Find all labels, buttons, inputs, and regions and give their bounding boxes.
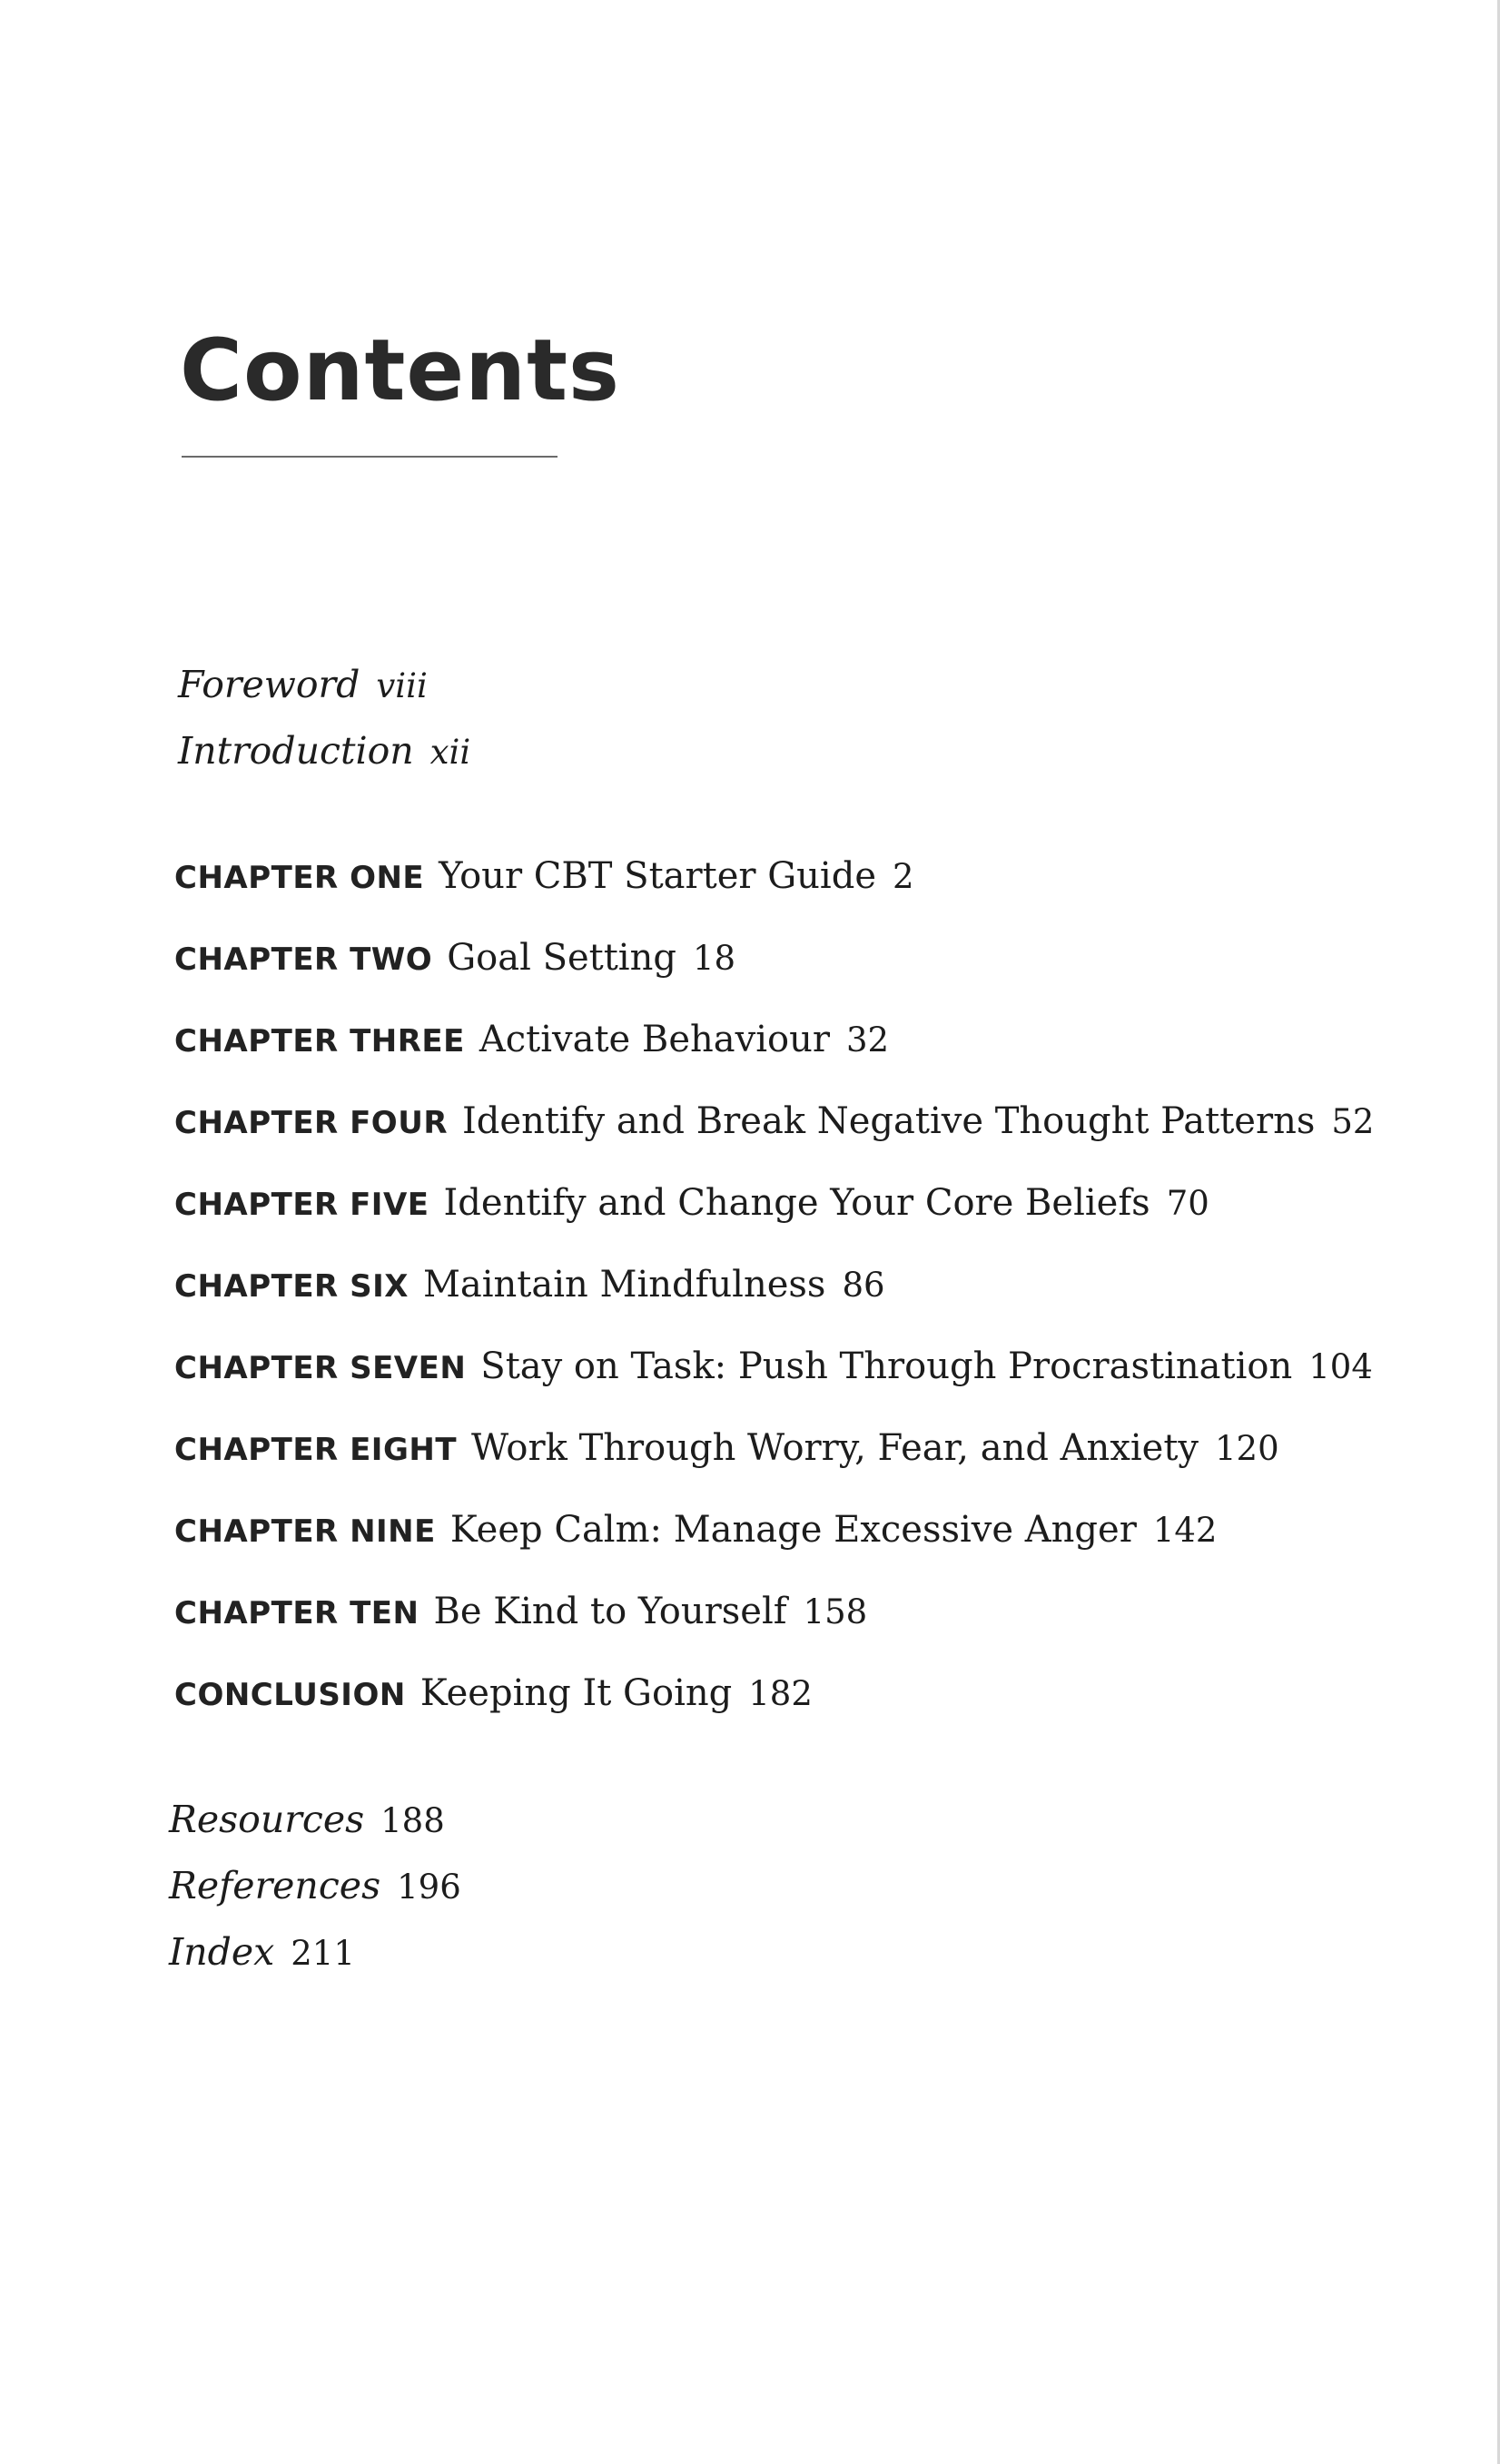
- toc-entry-foreword[interactable]: [178, 652, 470, 718]
- title-underline: [182, 456, 558, 458]
- toc-entry-label: References: [169, 1864, 381, 1907]
- toc-chapter-one[interactable]: [174, 835, 1374, 917]
- toc-entry-label: Index: [169, 1930, 275, 1974]
- chapter-title: Be Kind to Yourself: [433, 1591, 787, 1632]
- chapter-title: Keep Calm: Manage Excessive Anger: [449, 1509, 1137, 1551]
- toc-page-number: 182: [748, 1674, 813, 1713]
- toc-page-number: 70: [1166, 1184, 1209, 1223]
- chapter-label: CHAPTER SEVEN: [174, 1350, 467, 1386]
- chapter-title: Maintain Mindfulness: [422, 1264, 826, 1306]
- front-matter-list: [178, 652, 470, 784]
- back-matter-list: [169, 1787, 461, 1986]
- chapter-title: Goal Setting: [447, 937, 676, 979]
- toc-page-number: 158: [803, 1592, 868, 1631]
- toc-chapter-six[interactable]: [174, 1244, 1374, 1326]
- chapter-label: CHAPTER FOUR: [174, 1105, 448, 1141]
- toc-page-number: 32: [845, 1020, 890, 1060]
- toc-entry-label: Resources: [169, 1798, 365, 1841]
- toc-page-number: 104: [1308, 1347, 1373, 1386]
- chapter-title: Keeping It Going: [419, 1672, 733, 1714]
- chapter-title: Your CBT Starter Guide: [439, 855, 876, 897]
- toc-page-number: 188: [380, 1801, 445, 1840]
- chapter-list: [174, 835, 1374, 1734]
- toc-entry-references[interactable]: [169, 1853, 461, 1919]
- toc-page-number: 52: [1331, 1102, 1375, 1141]
- chapter-title: Activate Behaviour: [479, 1019, 830, 1060]
- chapter-label: CHAPTER TEN: [174, 1595, 419, 1631]
- chapter-title: Work Through Worry, Fear, and Anxiety: [471, 1427, 1199, 1469]
- toc-page-number: 196: [397, 1868, 461, 1907]
- chapter-label: CHAPTER FIVE: [174, 1187, 429, 1223]
- chapter-label: CHAPTER TWO: [174, 941, 433, 978]
- toc-chapter-three[interactable]: [174, 999, 1374, 1080]
- toc-chapter-ten[interactable]: [174, 1571, 1374, 1652]
- chapter-label: CHAPTER ONE: [174, 860, 425, 896]
- chapter-title: Identify and Change Your Core Beliefs: [443, 1182, 1150, 1224]
- toc-entry-introduction[interactable]: [178, 718, 470, 784]
- chapter-title: Stay on Task: Push Through Procrastination: [480, 1345, 1293, 1387]
- toc-entry-label: Foreword: [178, 663, 360, 706]
- toc-entry-resources[interactable]: [169, 1787, 461, 1853]
- toc-page-number: 120: [1215, 1429, 1279, 1468]
- toc-conclusion[interactable]: [174, 1652, 1374, 1734]
- toc-chapter-five[interactable]: [174, 1162, 1374, 1244]
- toc-entry-label: Introduction: [178, 729, 414, 773]
- page-title: Contents: [180, 321, 620, 420]
- chapter-title: Identify and Break Negative Thought Patterns: [462, 1100, 1316, 1142]
- toc-page-number: xii: [429, 733, 471, 772]
- toc-page-number: 86: [842, 1266, 885, 1305]
- chapter-label: CHAPTER NINE: [174, 1513, 436, 1550]
- chapter-label: CHAPTER THREE: [174, 1023, 465, 1060]
- toc-chapter-eight[interactable]: [174, 1407, 1374, 1489]
- toc-page-number: viii: [376, 666, 428, 705]
- chapter-label: CONCLUSION: [174, 1677, 406, 1713]
- chapter-label: CHAPTER EIGHT: [174, 1432, 458, 1468]
- chapter-label: CHAPTER SIX: [174, 1268, 409, 1305]
- toc-chapter-two[interactable]: [174, 917, 1374, 999]
- toc-page-number: 18: [692, 939, 736, 978]
- toc-entry-index[interactable]: [169, 1919, 461, 1986]
- toc-page-number: 211: [291, 1934, 355, 1973]
- toc-chapter-nine[interactable]: [174, 1489, 1374, 1571]
- toc-page-number: 2: [893, 857, 914, 896]
- toc-chapter-four[interactable]: [174, 1080, 1374, 1162]
- toc-chapter-seven[interactable]: [174, 1326, 1374, 1407]
- toc-page-number: 142: [1152, 1511, 1218, 1550]
